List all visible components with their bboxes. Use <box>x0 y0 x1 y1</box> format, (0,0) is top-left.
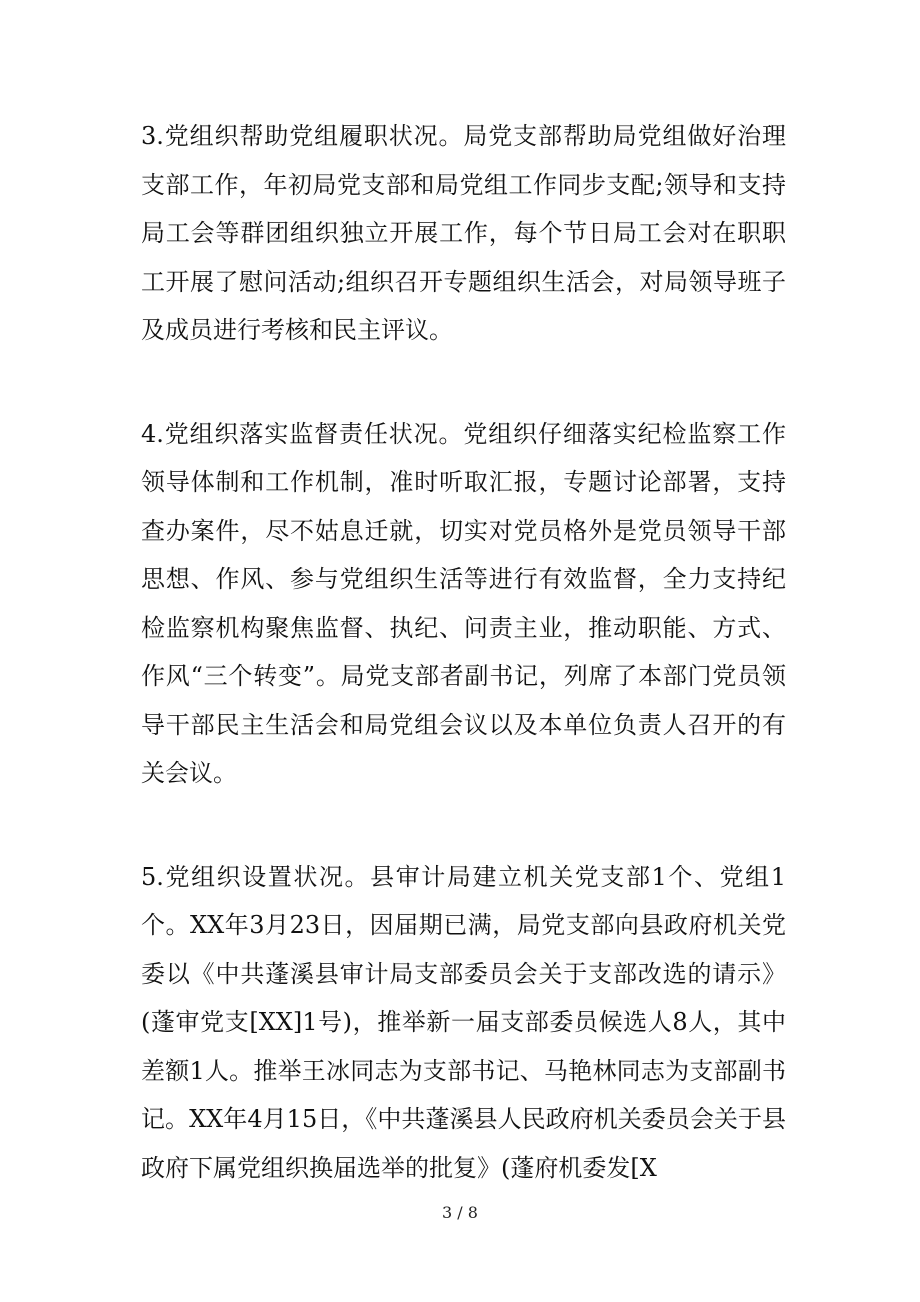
page-number: 3 / 8 <box>442 1203 478 1222</box>
document-body <box>141 112 786 1247</box>
paragraph-organization-setup: 5.党组织设置状况。县审计局建立机关党支部1个、党组1个。XX年3月23日，因届期已满，局党支部向县政府机关党委以《中共蓬溪县审计局支部委员会关于支部改选的请示》(蓬审党支[XX]1号)，推举新一届支部委员候选人8人，其中差额1人。推举王冰同志为支部书记、马艳林同志为支部副书记。XX年4月15日，《中共蓬溪县人民政府机关委员会关于县政府下属党组织换届选举的批复》(蓬府机委发[X <box>141 862 786 1182</box>
paragraph-supervision-responsibility: 4.党组织落实监督责任状况。党组织仔细落实纪检监察工作领导体制和工作机制，准时听取汇报，专题讨论部署，支持查办案件，尽不姑息迁就，切实对党员格外是党员领导干部思想、作风、参与党组织生活等进行有效监督，全力支持纪检监察机构聚焦监督、执纪、问责主业，推动职能、方式、作风“三个转变”。局党支部者副书记，列席了本部门党员领导干部民主生活会和局党组会议以及本单位负责人召开的有关会议。 <box>141 419 786 787</box>
paragraph-party-organization-duties: 3.党组织帮助党组履职状况。局党支部帮助局党组做好治理支部工作，年初局党支部和局党组工作同步支配;领导和支持局工会等群团组织独立开展工作，每个节日局工会对在职职工开展了慰问活动;组织召开专题组织生活会，对局领导班子及成员进行考核和民主评议。 <box>141 122 786 344</box>
